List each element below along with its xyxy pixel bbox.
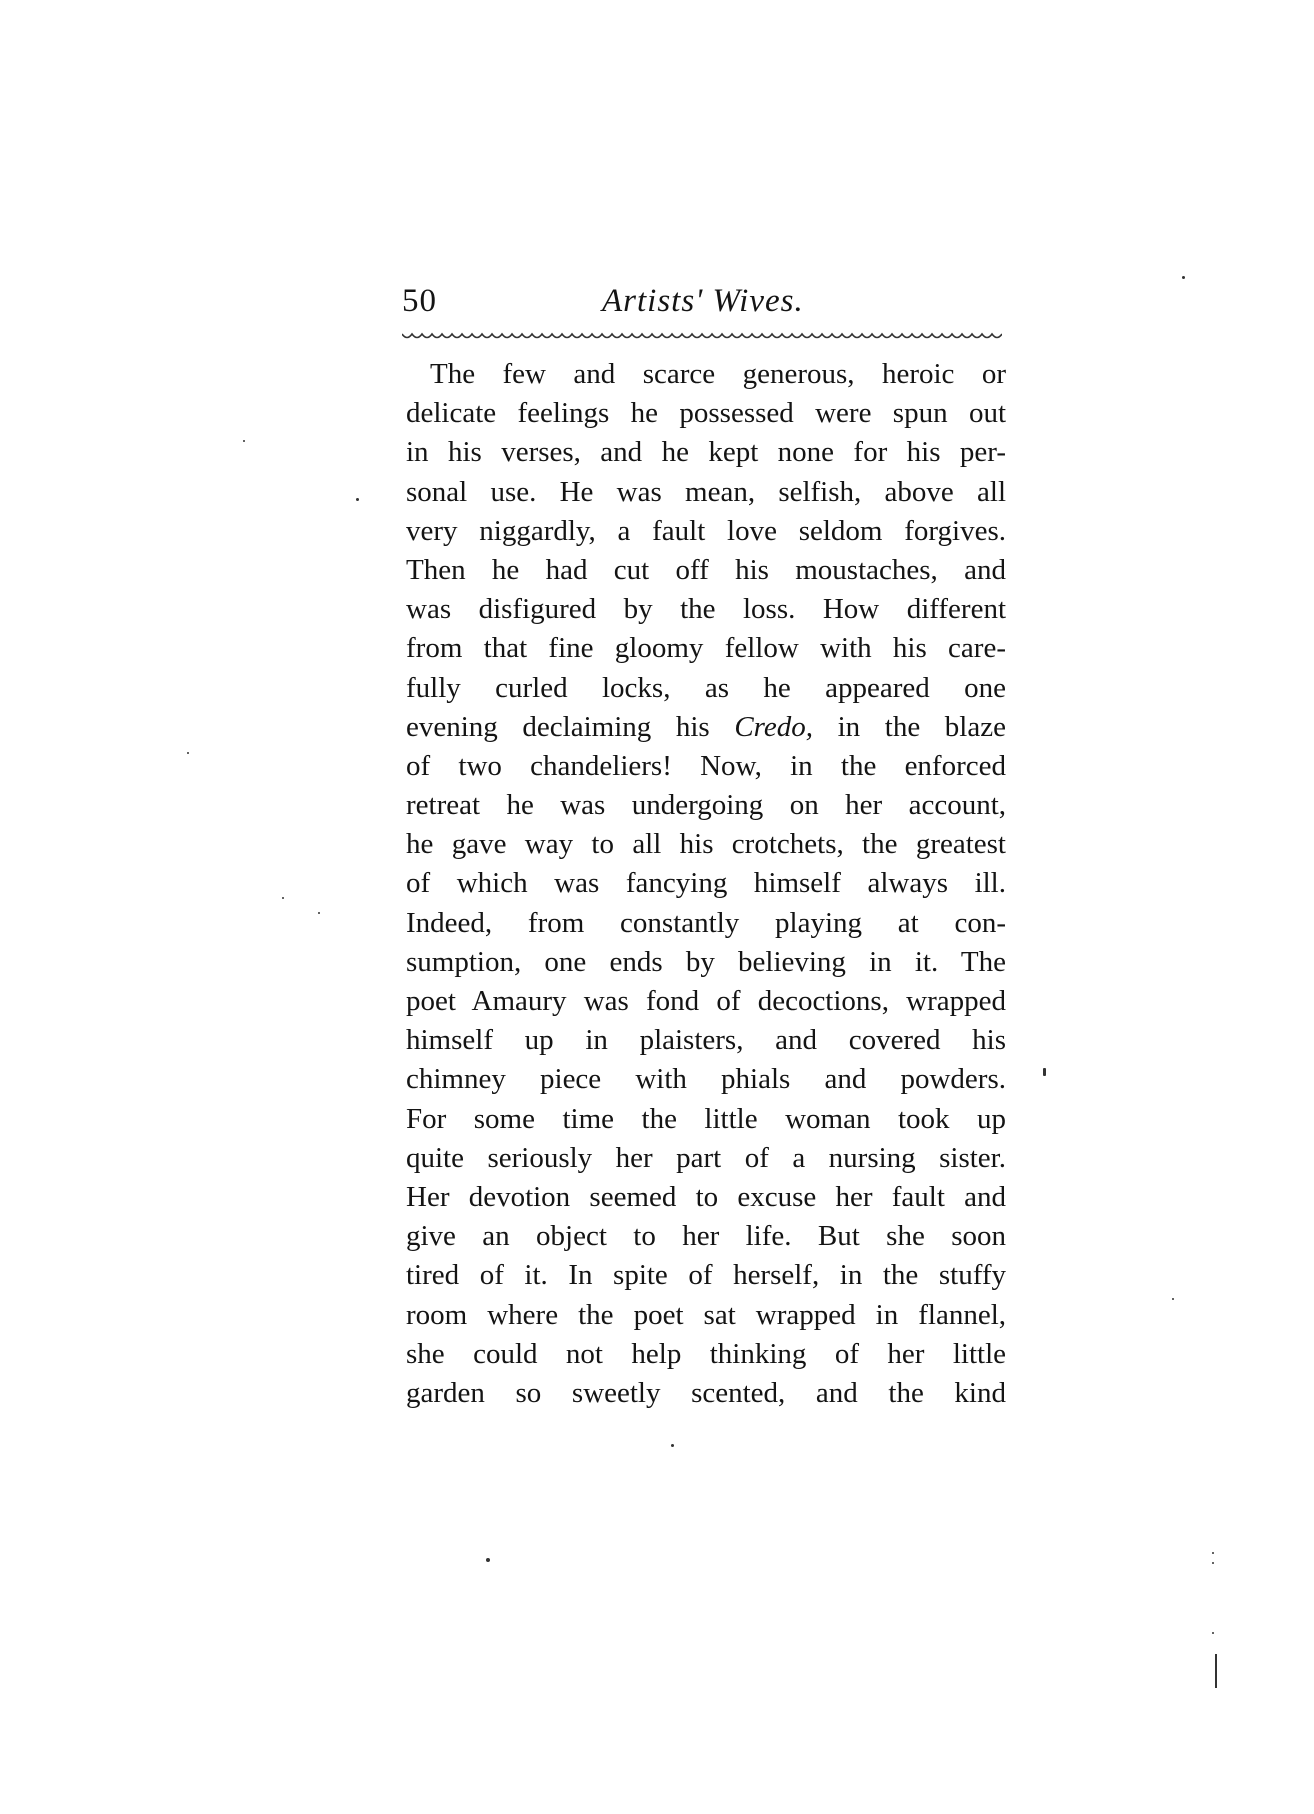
text-line: delicate feelings he possessed were spun out <box>406 397 1006 430</box>
scan-speck <box>356 498 359 501</box>
scan-speck <box>318 912 320 914</box>
page-number: 50 <box>402 283 437 319</box>
body-text <box>406 355 1006 1413</box>
scan-speck <box>1212 1552 1214 1554</box>
text-line: in his verses, and he kept none for his per- <box>406 436 1006 469</box>
italic-title: Credo, <box>734 710 813 743</box>
text-line: himself up in plaisters, and covered his <box>406 1024 1006 1057</box>
scan-margin-mark <box>1215 1654 1217 1688</box>
text-line: For some time the little woman took up <box>406 1102 1006 1135</box>
text-segment: in the blaze <box>837 710 1006 743</box>
scan-speck <box>486 1558 490 1562</box>
text-line: Then he had cut off his moustaches, and <box>406 553 1006 586</box>
text-line: poet Amaury was fond of decoctions, wrapped <box>406 985 1006 1017</box>
scan-speck <box>187 752 189 754</box>
page-header <box>402 276 1002 326</box>
running-title: Artists' Wives. <box>602 283 804 319</box>
text-line: sumption, one ends by believing in it. The <box>406 945 1006 978</box>
text-line: Her devotion seemed to excuse her fault and <box>406 1180 1006 1213</box>
text-line: Indeed, from constantly playing at con- <box>406 906 1006 939</box>
text-line: sonal use. He was mean, selfish, above all <box>406 475 1006 508</box>
scan-speck <box>1043 1068 1046 1076</box>
text-line: The few and scarce generous, heroic or <box>430 358 1006 390</box>
text-line: she could not help thinking of her little <box>406 1337 1006 1370</box>
text-line: give an object to her life. But she soon <box>406 1220 1006 1253</box>
text-line: garden so sweetly scented, and the kind <box>406 1376 1006 1409</box>
scan-speck <box>282 897 284 899</box>
ornamental-rule <box>402 330 1002 342</box>
text-line: room where the poet sat wrapped in flannel, <box>406 1298 1006 1331</box>
text-line: very niggardly, a fault love seldom forgives. <box>406 514 1006 547</box>
text-line: was disfigured by the loss. How different <box>406 593 1006 626</box>
text-line: from that fine gloomy fellow with his care- <box>406 632 1006 665</box>
scan-speck <box>1182 276 1185 279</box>
text-line: of two chandeliers! Now, in the enforced <box>406 749 1006 782</box>
text-line: tired of it. In spite of herself, in the stuffy <box>406 1259 1006 1292</box>
scan-speck <box>1212 1632 1214 1634</box>
scan-speck <box>671 1444 674 1447</box>
text-line: chimney piece with phials and powders. <box>406 1063 1006 1096</box>
text-segment: evening declaiming his <box>406 710 710 743</box>
text-line: quite seriously her part of a nursing sister. <box>406 1141 1006 1174</box>
text-line: he gave way to all his crotchets, the greatest <box>406 828 1006 861</box>
scan-speck <box>1172 1298 1174 1300</box>
text-line <box>406 708 1006 747</box>
text-line: retreat he was undergoing on her account, <box>406 789 1006 822</box>
scan-speck <box>1212 1562 1214 1564</box>
text-line: of which was fancying himself always ill. <box>406 867 1006 900</box>
text-line: fully curled locks, as he appeared one <box>406 671 1006 704</box>
scan-speck <box>243 440 245 442</box>
